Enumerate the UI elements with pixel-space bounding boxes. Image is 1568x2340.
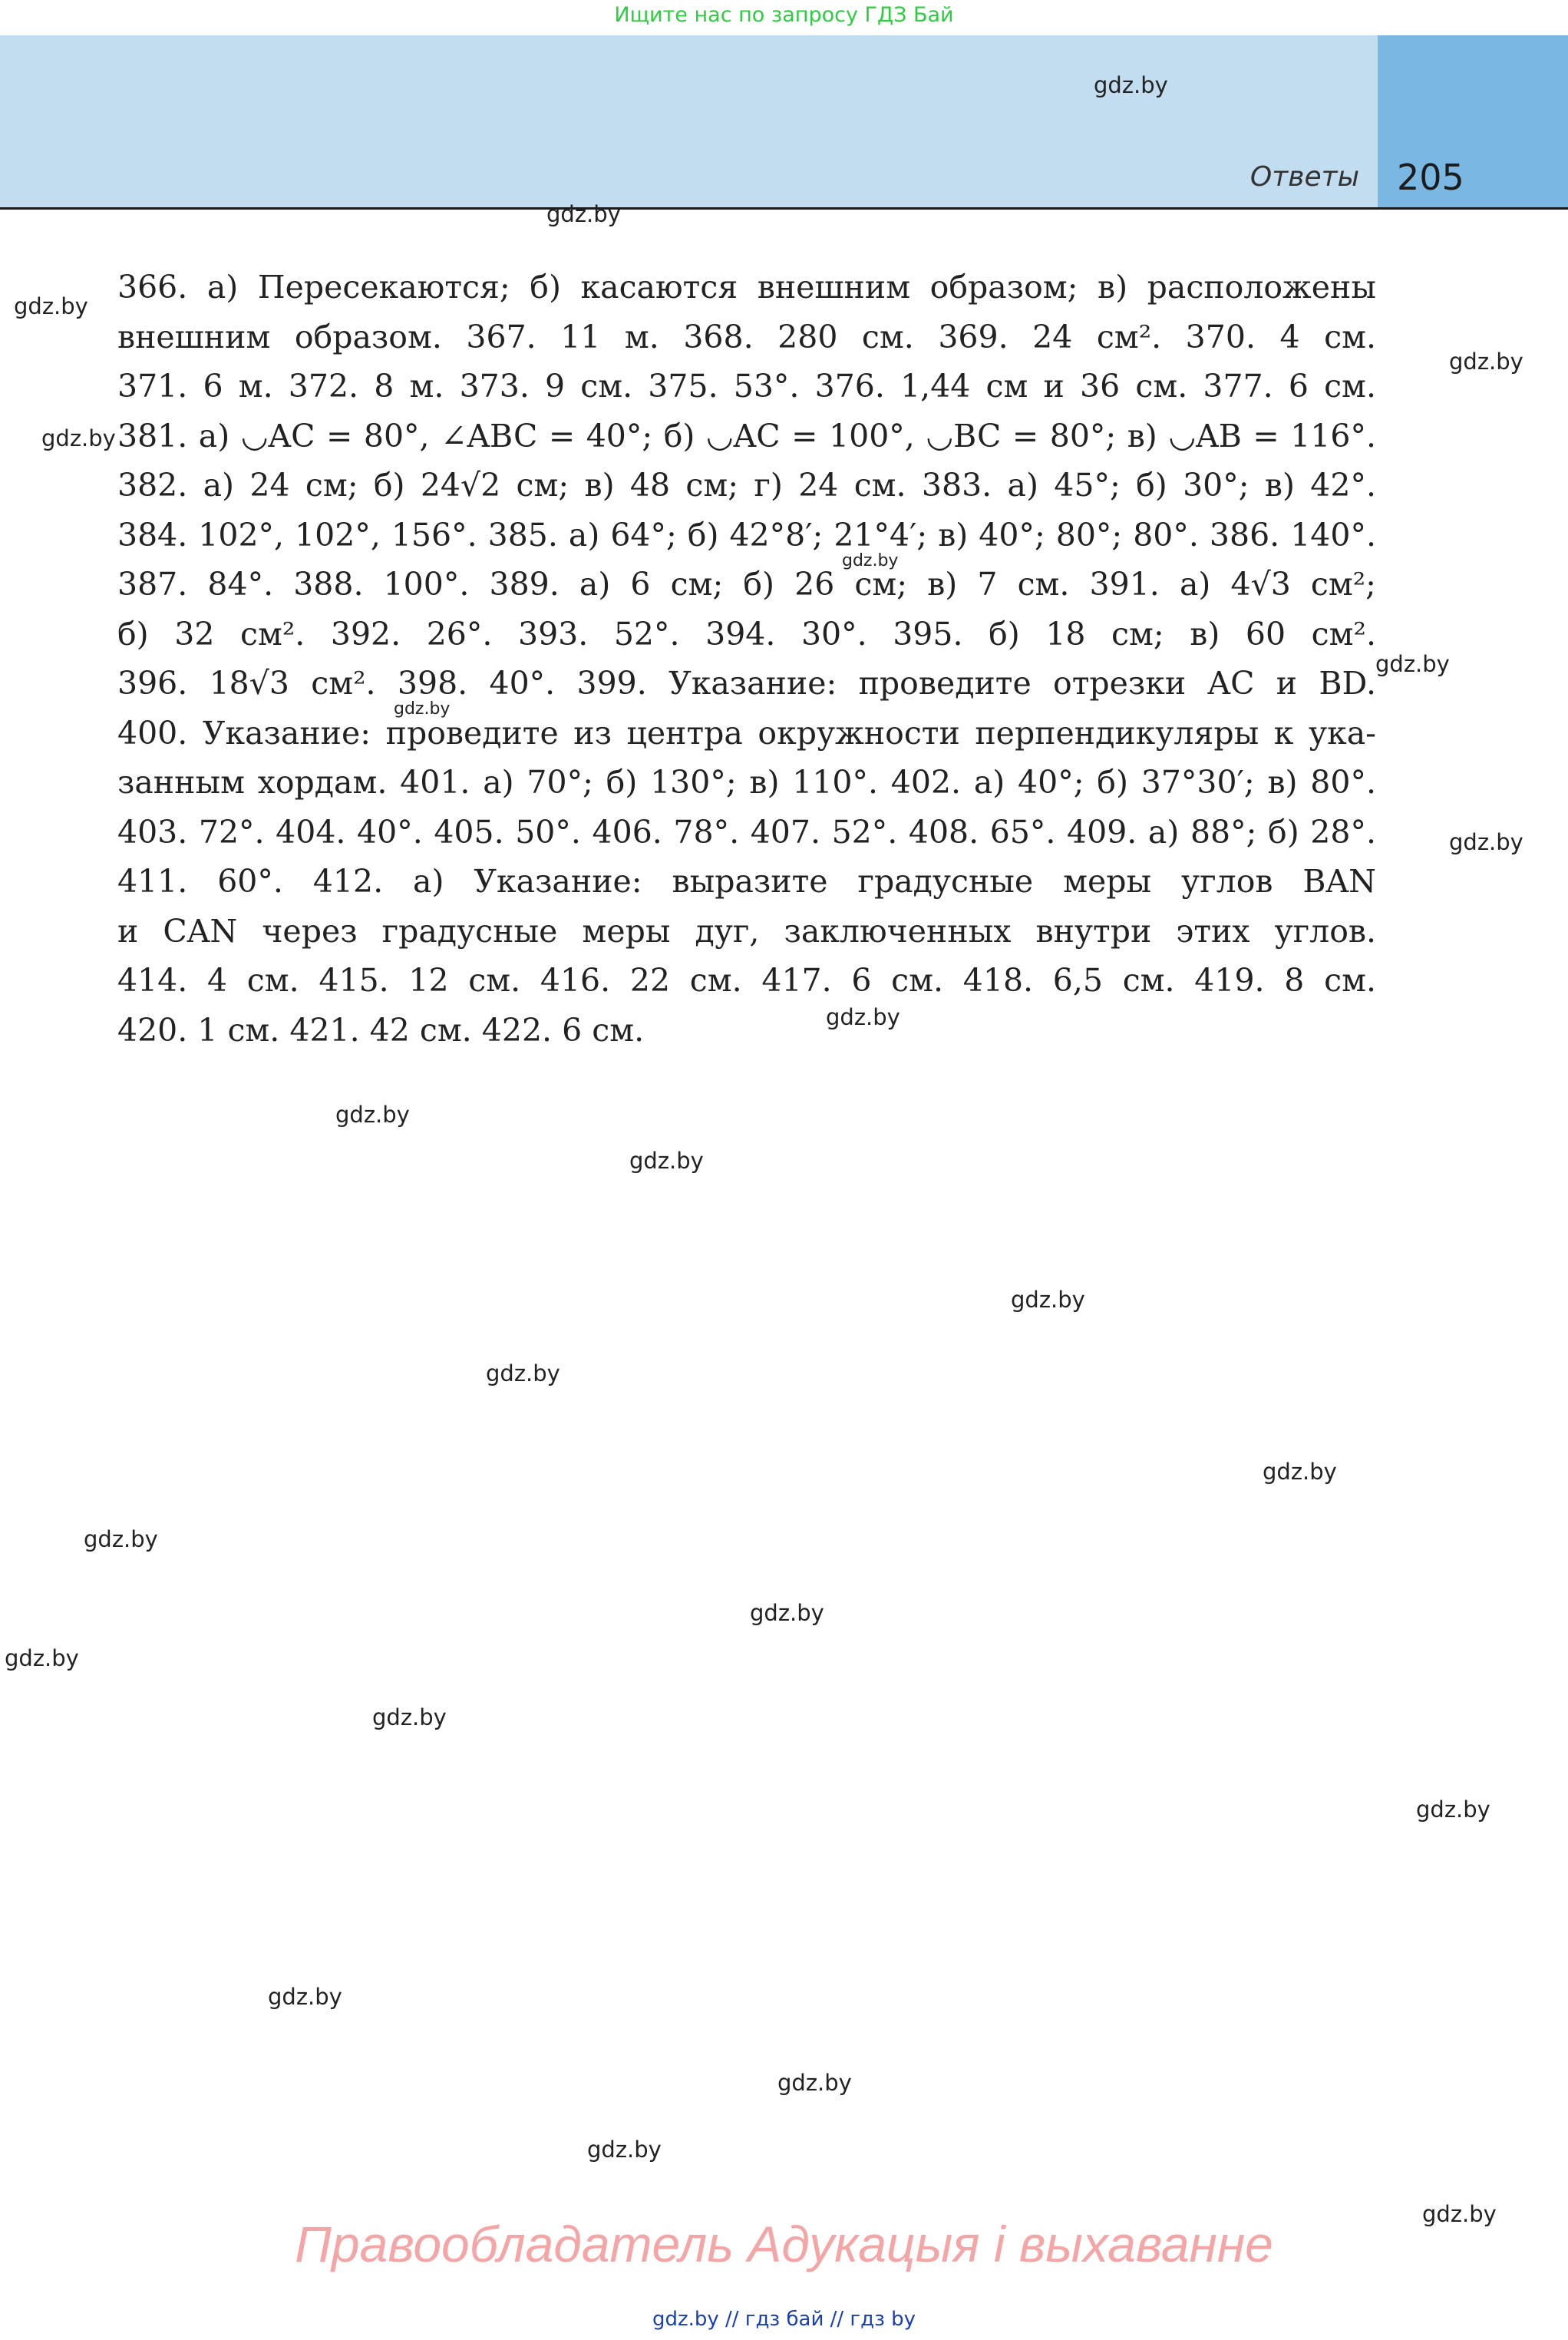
watermark: gdz.by [1011, 1287, 1085, 1313]
answer-line: 381. а) ◡AC = 80°, ∠ABC = 40°; б) ◡AC = 100°, ◡BC = 80°; в) ◡AB = 116°. [117, 417, 1376, 454]
answer-line: 420. 1 см. 421. 42 см. 422. 6 см. [117, 1011, 645, 1049]
watermark: gdz.by [335, 1102, 410, 1128]
watermark: gdz.by [1375, 651, 1450, 677]
watermark: gdz.by [268, 1984, 342, 2010]
answer-line: 414. 4 см. 415. 12 см. 416. 22 см. 417. 6 см. 418. 6,5 см. 419. 8 см. [117, 962, 1376, 999]
watermark: gdz.by [1449, 349, 1523, 375]
answer-line: 371. 6 м. 372. 8 м. 373. 9 см. 375. 53°. 376. 1,44 см и 36 см. 377. 6 см. [117, 368, 1376, 405]
watermark: gdz.by [372, 1704, 447, 1730]
answers-block [117, 263, 1376, 1055]
answer-line: б) 32 см². 392. 26°. 393. 52°. 394. 30°. 395. б) 18 см; в) 60 см². [117, 615, 1376, 653]
watermark: gdz.by [1422, 2201, 1497, 2227]
header-divider [0, 207, 1568, 210]
watermark: gdz.by [826, 1004, 900, 1030]
watermark: gdz.by [750, 1600, 824, 1626]
watermark: gdz.by [587, 2137, 662, 2163]
footer-links[interactable]: gdz.by // гдз бай // гдз by [652, 2308, 916, 2331]
watermark: gdz.by [84, 1526, 158, 1552]
answer-line: 382. а) 24 см; б) 24√2 см; в) 48 см; г) 24 см. 383. а) 45°; б) 30°; в) 42°. [117, 467, 1376, 504]
answer-line: 411. 60°. 412. а) Указание: выразите градусные меры углов BAN [117, 863, 1376, 900]
top-search-note: Ищите нас по запросу ГДЗ Бай [614, 3, 954, 27]
answer-line: внешним образом. 367. 11 м. 368. 280 см. 369. 24 см². 370. 4 см. [117, 318, 1376, 355]
section-title: Ответы [1249, 161, 1359, 193]
watermark: gdz.by [5, 1645, 79, 1671]
watermark: gdz.by [1094, 72, 1168, 98]
answer-line: 400. Указание: проведите из центра окружности перпендикуляры к ука- [117, 714, 1376, 752]
copyright-notice: Правообладатель Адукацыя і выхаванне [295, 2216, 1273, 2272]
page-number: 205 [1397, 157, 1464, 198]
answer-line: и CAN через градусные меры дуг, заключенных внутри этих углов. [117, 912, 1376, 950]
watermark: gdz.by [1449, 829, 1523, 855]
watermark: gdz.by [14, 293, 88, 319]
watermark: gdz.by [394, 699, 451, 719]
watermark: gdz.by [842, 551, 899, 570]
watermark: gdz.by [1263, 1459, 1337, 1485]
watermark: gdz.by [777, 2070, 852, 2096]
answer-line: занным хордам. 401. а) 70°; б) 130°; в) 110°. 402. а) 40°; б) 37°30′; в) 80°. [117, 764, 1376, 801]
answer-line: 366. а) Пересекаются; б) касаются внешним образом; в) расположены [117, 269, 1376, 306]
answer-line: 403. 72°. 404. 40°. 405. 50°. 406. 78°. 407. 52°. 408. 65°. 409. а) 88°; б) 28°. [117, 813, 1376, 851]
watermark: gdz.by [546, 201, 621, 227]
watermark: gdz.by [629, 1148, 704, 1174]
watermark: gdz.by [41, 425, 116, 451]
answer-line: 384. 102°, 102°, 156°. 385. а) 64°; б) 42°8′; 21°4′; в) 40°; 80°; 80°. 386. 140°. [117, 516, 1376, 554]
watermark: gdz.by [1416, 1796, 1490, 1823]
answer-line: 396. 18√3 см². 398. 40°. 399. Указание: проведите отрезки AC и BD. [117, 665, 1376, 702]
answer-line: 387. 84°. 388. 100°. 389. а) 6 см; б) 26 см; в) 7 см. 391. а) 4√3 см²; [117, 566, 1376, 603]
header-band [0, 35, 1378, 207]
watermark: gdz.by [486, 1360, 560, 1386]
